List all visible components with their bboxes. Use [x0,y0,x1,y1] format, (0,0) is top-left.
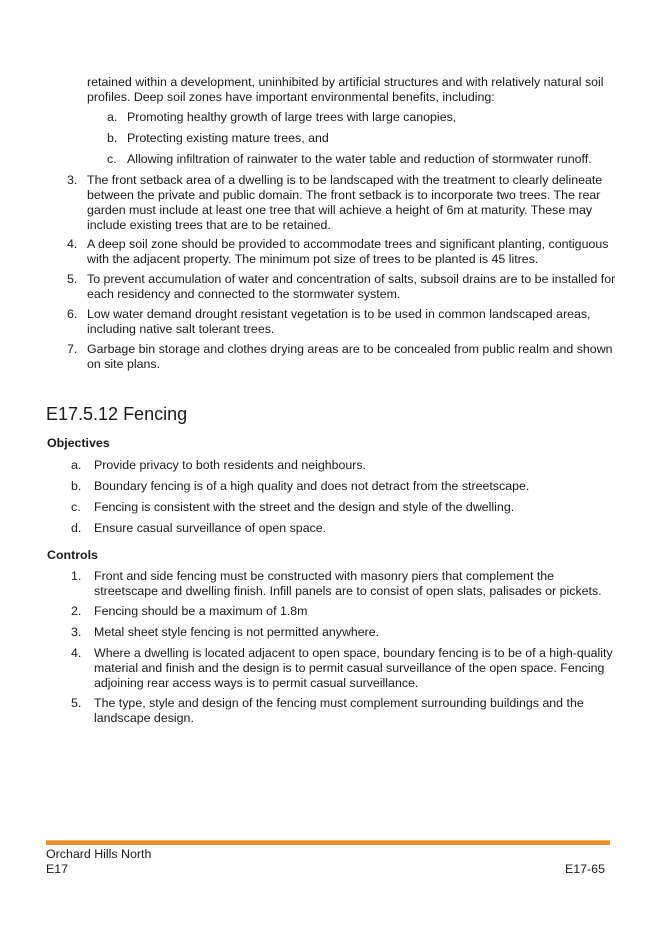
text-line: each residency and connected to the stormwater system. [87,287,401,301]
text-line: Low water demand drought resistant vegetation is to be used in common landscaped areas, [87,307,591,321]
text-line: The front setback area of a dwelling is to be landscaped with the treatment to clearly delineate [87,173,603,187]
list-item-text [87,173,602,233]
list-marker: 4. [71,646,82,660]
objectives-label: Objectives [47,436,110,450]
list-marker: a. [71,458,82,472]
list-marker: c. [71,500,81,514]
text-line: Garbage bin storage and clothes drying areas are to be concealed from public realm and shown [87,342,613,356]
text-line: on site plans. [87,357,161,371]
footer-rule [46,841,610,845]
text-line: To prevent accumulation of water and concentration of salts, subsoil drains are to be installed for [87,272,616,286]
list-item-text: Allowing infiltration of rainwater to the water table and reduction of stormwater runoff. [127,152,592,166]
list-item-text [87,272,615,302]
list-marker: d. [71,521,82,535]
list-marker: 1. [71,569,82,583]
list-item-text [87,342,613,372]
list-marker: b. [71,479,82,493]
list-item-text [87,237,608,267]
text-line: Fencing should be a maximum of 1.8m [94,604,308,618]
list-marker: 6. [67,307,78,321]
intro-line: profiles. Deep soil zones have important environmental benefits, including: [87,90,495,104]
list-marker: 3. [67,173,78,187]
text-line: streetscape and dwelling finish. Infill panels are to consist of open slats, palisades or pickets. [94,584,602,598]
list-item-text [94,646,613,691]
text-line: include existing trees that are to be retained. [87,218,331,232]
list-marker: 3. [71,625,82,639]
controls-label: Controls [47,548,98,562]
text-line: adjoining rear access ways is to permit casual surveillance. [94,676,419,690]
list-item-text: Promoting healthy growth of large trees with large canopies, [127,110,457,124]
list-item-text [94,569,602,599]
text-line: with the adjacent property. The minimum pot size of trees to be planted is 45 litres. [87,252,539,266]
list-marker: c. [107,152,117,166]
list-item-text: Ensure casual surveillance of open space. [94,521,327,535]
page-number: E17-65 [565,862,605,876]
list-item-text [94,696,584,726]
text-line: landscape design. [94,711,194,725]
list-marker: 7. [67,342,78,356]
text-line: garden must include at least one tree that will achieve a height of 6m at maturity. These may [87,203,593,217]
text-line: between the private and public domain. The front setback is to incorporate two trees. The rear [87,188,601,202]
list-marker: 5. [71,696,82,710]
text-line: including native salt tolerant trees. [87,322,275,336]
list-item-text: Provide privacy to both residents and neighbours. [94,458,367,472]
intro-paragraph [87,75,604,105]
list-marker: b. [107,131,118,145]
section-heading: E17.5.12 Fencing [46,404,188,424]
footer-title: Orchard Hills North [46,847,152,861]
text-line: Where a dwelling is located adjacent to open space, boundary fencing is to be of a high-quality [94,646,613,660]
text-line: The type, style and design of the fencing must complement surrounding buildings and the [94,696,584,710]
intro-line: retained within a development, uninhibited by artificial structures and with relatively natural soil [87,75,604,89]
list-item-text [87,307,591,337]
list-marker: 4. [67,237,78,251]
text-line: Metal sheet style fencing is not permitted anywhere. [94,625,380,639]
list-item-text: Fencing is consistent with the street and the design and style of the dwelling. [94,500,515,514]
text-line: Front and side fencing must be constructed with masonry piers that complement the [94,569,555,583]
list-marker: a. [107,110,118,124]
text-line: A deep soil zone should be provided to accommodate trees and significant planting, contiguous [87,237,609,251]
text-line: material and finish and the design is to permit casual surveillance of the open space. Fencing [94,661,605,675]
footer-section: E17 [46,862,69,876]
list-item-text: Boundary fencing is of a high quality and does not detract from the streetscape. [94,479,530,493]
list-item-text [94,604,308,619]
list-marker: 5. [67,272,78,286]
list-marker: 2. [71,604,82,618]
list-item-text [94,625,379,640]
list-item-text: Protecting existing mature trees, and [127,131,329,145]
